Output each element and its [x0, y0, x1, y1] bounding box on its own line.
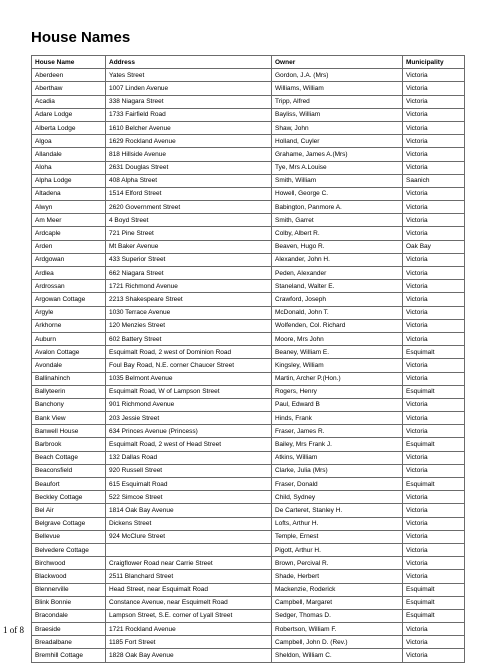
table-row	[32, 95, 465, 108]
cell-house-name: Arkhorne	[32, 319, 106, 332]
cell-municipality: Victoria	[403, 398, 465, 411]
cell-municipality: Victoria	[403, 557, 465, 570]
table-row	[32, 148, 465, 161]
table-row	[32, 306, 465, 319]
cell-municipality: Esquimalt	[403, 583, 465, 596]
cell-house-name: Aloha	[32, 161, 106, 174]
table-row	[32, 517, 465, 530]
cell-address	[106, 543, 272, 556]
table-header-row	[32, 56, 465, 69]
cell-address: 662 Niagara Street	[106, 267, 272, 280]
cell-house-name: Auburn	[32, 332, 106, 345]
cell-owner: Tye, Mrs A.Louise	[272, 161, 403, 174]
table-row	[32, 135, 465, 148]
table-row	[32, 636, 465, 649]
cell-owner: Pigott, Arthur H.	[272, 543, 403, 556]
table-row	[32, 346, 465, 359]
cell-address: 522 Simcoe Street	[106, 491, 272, 504]
cell-house-name: Belgrave Cottage	[32, 517, 106, 530]
cell-address: 433 Superior Street	[106, 253, 272, 266]
cell-address: 1814 Oak Bay Avenue	[106, 504, 272, 517]
cell-municipality: Esquimalt	[403, 346, 465, 359]
table-row	[32, 623, 465, 636]
table-row	[32, 609, 465, 622]
cell-municipality: Victoria	[403, 464, 465, 477]
cell-house-name: Argowan Cottage	[32, 293, 106, 306]
cell-owner: Shade, Herbert	[272, 570, 403, 583]
cell-address: 634 Princes Avenue (Princess)	[106, 425, 272, 438]
cell-address: 1629 Rockland Avenue	[106, 135, 272, 148]
table-row	[32, 557, 465, 570]
cell-municipality: Oak Bay	[403, 240, 465, 253]
table-row	[32, 227, 465, 240]
cell-municipality: Esquimalt	[403, 596, 465, 609]
cell-owner: Babington, Panmore A.	[272, 201, 403, 214]
cell-municipality: Victoria	[403, 69, 465, 82]
cell-house-name: Bellevue	[32, 530, 106, 543]
cell-house-name: Ballinahinch	[32, 372, 106, 385]
cell-owner: De Carteret, Stanley H.	[272, 504, 403, 517]
cell-owner: Fraser, James R.	[272, 425, 403, 438]
cell-house-name: Blennerville	[32, 583, 106, 596]
cell-house-name: Banwell House	[32, 425, 106, 438]
cell-owner: Rogers, Henry	[272, 385, 403, 398]
cell-house-name: Alwyn	[32, 201, 106, 214]
cell-address: 1610 Belcher Avenue	[106, 121, 272, 134]
table-row	[32, 187, 465, 200]
cell-house-name: Beaufort	[32, 478, 106, 491]
cell-house-name: Adare Lodge	[32, 108, 106, 121]
cell-address: Esquimalt Road, 2 west of Head Street	[106, 438, 272, 451]
table-row	[32, 583, 465, 596]
cell-house-name: Bel Air	[32, 504, 106, 517]
table-row	[32, 240, 465, 253]
cell-owner: Brown, Percival R.	[272, 557, 403, 570]
table-row	[32, 372, 465, 385]
cell-address: 4 Boyd Street	[106, 214, 272, 227]
cell-address: Mt Baker Avenue	[106, 240, 272, 253]
cell-municipality: Victoria	[403, 306, 465, 319]
cell-address: 920 Russell Street	[106, 464, 272, 477]
cell-municipality: Esquimalt	[403, 609, 465, 622]
cell-address: 1828 Oak Bay Avenue	[106, 649, 272, 662]
cell-owner: Staneland, Walter E.	[272, 280, 403, 293]
cell-owner: Martin, Archer P.(Hon.)	[272, 372, 403, 385]
cell-address: 2631 Douglas Street	[106, 161, 272, 174]
cell-owner: Smith, William	[272, 174, 403, 187]
cell-municipality: Victoria	[403, 543, 465, 556]
table-row	[32, 82, 465, 95]
table-row	[32, 412, 465, 425]
table-row	[32, 121, 465, 134]
cell-municipality: Victoria	[403, 570, 465, 583]
cell-house-name: Breadalbane	[32, 636, 106, 649]
cell-owner: Atkins, William	[272, 451, 403, 464]
column-header-municipality: Municipality	[403, 56, 465, 69]
table-row	[32, 530, 465, 543]
cell-municipality: Victoria	[403, 121, 465, 134]
table-row	[32, 385, 465, 398]
cell-address: 132 Dallas Road	[106, 451, 272, 464]
cell-address: 2213 Shakespeare Street	[106, 293, 272, 306]
cell-house-name: Argyle	[32, 306, 106, 319]
cell-house-name: Acadia	[32, 95, 106, 108]
cell-address: 338 Niagara Street	[106, 95, 272, 108]
cell-owner: Beaven, Hugo R.	[272, 240, 403, 253]
table-row	[32, 253, 465, 266]
cell-owner: Clarke, Julia (Mrs)	[272, 464, 403, 477]
cell-owner: Sheldon, William C.	[272, 649, 403, 662]
table-row	[32, 293, 465, 306]
cell-municipality: Victoria	[403, 412, 465, 425]
cell-house-name: Bank View	[32, 412, 106, 425]
cell-owner: Grahame, James A.(Mrs)	[272, 148, 403, 161]
cell-address: Dickens Street	[106, 517, 272, 530]
table-row	[32, 478, 465, 491]
cell-municipality: Victoria	[403, 530, 465, 543]
table-row	[32, 201, 465, 214]
cell-owner: Colby, Albert R.	[272, 227, 403, 240]
cell-municipality: Esquimalt	[403, 385, 465, 398]
cell-municipality: Victoria	[403, 148, 465, 161]
table-row	[32, 504, 465, 517]
cell-owner: Sedger, Thomas D.	[272, 609, 403, 622]
cell-owner: Beaney, William E.	[272, 346, 403, 359]
cell-address: 721 Pine Street	[106, 227, 272, 240]
cell-owner: Holland, Cuyler	[272, 135, 403, 148]
cell-owner: Wolfenden, Col. Richard	[272, 319, 403, 332]
cell-municipality: Victoria	[403, 372, 465, 385]
cell-municipality: Saanich	[403, 174, 465, 187]
cell-owner: Mackenzie, Roderick	[272, 583, 403, 596]
cell-owner: Temple, Ernest	[272, 530, 403, 543]
cell-municipality: Victoria	[403, 108, 465, 121]
cell-house-name: Braeside	[32, 623, 106, 636]
table-row	[32, 69, 465, 82]
page-indicator: 1 of 8	[3, 625, 24, 635]
cell-municipality: Esquimalt	[403, 478, 465, 491]
cell-municipality: Victoria	[403, 425, 465, 438]
cell-municipality: Victoria	[403, 517, 465, 530]
cell-house-name: Aberdeen	[32, 69, 106, 82]
cell-owner: Peden, Alexander	[272, 267, 403, 280]
cell-house-name: Avondale	[32, 359, 106, 372]
cell-address: 602 Battery Street	[106, 332, 272, 345]
table-row	[32, 267, 465, 280]
cell-owner: Robertson, William F.	[272, 623, 403, 636]
table-row	[32, 425, 465, 438]
table-row	[32, 332, 465, 345]
table-row	[32, 108, 465, 121]
cell-address: 1721 Rockland Avenue	[106, 623, 272, 636]
cell-municipality: Victoria	[403, 504, 465, 517]
cell-address: 1733 Fairfield Road	[106, 108, 272, 121]
cell-house-name: Am Meer	[32, 214, 106, 227]
column-header-owner: Owner	[272, 56, 403, 69]
cell-municipality: Victoria	[403, 636, 465, 649]
house-names-table	[31, 55, 465, 663]
cell-owner: Child, Sydney	[272, 491, 403, 504]
cell-owner: Kingsley, William	[272, 359, 403, 372]
cell-address: 818 Hillside Avenue	[106, 148, 272, 161]
table-row	[32, 543, 465, 556]
cell-house-name: Beach Cottage	[32, 451, 106, 464]
cell-owner: Smith, Garret	[272, 214, 403, 227]
cell-municipality: Victoria	[403, 161, 465, 174]
cell-house-name: Birchwood	[32, 557, 106, 570]
cell-owner: Gordon, J.A. (Mrs)	[272, 69, 403, 82]
cell-owner: Crawford, Joseph	[272, 293, 403, 306]
cell-house-name: Ardlea	[32, 267, 106, 280]
cell-address: 1185 Fort Street	[106, 636, 272, 649]
cell-address: Yates Street	[106, 69, 272, 82]
cell-address: 901 Richmond Avenue	[106, 398, 272, 411]
cell-address: 1007 Linden Avenue	[106, 82, 272, 95]
cell-municipality: Victoria	[403, 95, 465, 108]
cell-house-name: Arden	[32, 240, 106, 253]
cell-municipality: Victoria	[403, 319, 465, 332]
table-row	[32, 214, 465, 227]
cell-municipality: Victoria	[403, 187, 465, 200]
cell-house-name: Blackwood	[32, 570, 106, 583]
cell-house-name: Beckley Cottage	[32, 491, 106, 504]
cell-owner: Fraser, Donald	[272, 478, 403, 491]
cell-municipality: Victoria	[403, 267, 465, 280]
cell-municipality: Victoria	[403, 253, 465, 266]
cell-address: 1035 Belmont Avenue	[106, 372, 272, 385]
cell-address: 2511 Blanchard Street	[106, 570, 272, 583]
cell-owner: Lofts, Arthur H.	[272, 517, 403, 530]
table-row	[32, 491, 465, 504]
table-row	[32, 398, 465, 411]
cell-municipality: Victoria	[403, 451, 465, 464]
cell-house-name: Bracondale	[32, 609, 106, 622]
cell-municipality: Victoria	[403, 491, 465, 504]
table-row	[32, 451, 465, 464]
cell-house-name: Ardgowan	[32, 253, 106, 266]
cell-owner: McDonald, John T.	[272, 306, 403, 319]
cell-owner: Williams, William	[272, 82, 403, 95]
table-row	[32, 438, 465, 451]
cell-address: 1030 Terrace Avenue	[106, 306, 272, 319]
cell-owner: Bayliss, William	[272, 108, 403, 121]
cell-owner: Tripp, Alfred	[272, 95, 403, 108]
table-row	[32, 596, 465, 609]
table-row	[32, 359, 465, 372]
cell-house-name: Ballyteerin	[32, 385, 106, 398]
cell-municipality: Victoria	[403, 649, 465, 662]
cell-address: 2620 Government Street	[106, 201, 272, 214]
cell-owner: Hinds, Frank	[272, 412, 403, 425]
cell-owner: Moore, Mrs John	[272, 332, 403, 345]
cell-house-name: Bremhill Cottage	[32, 649, 106, 662]
cell-municipality: Victoria	[403, 82, 465, 95]
table-row	[32, 319, 465, 332]
cell-house-name: Aberthaw	[32, 82, 106, 95]
cell-municipality: Victoria	[403, 135, 465, 148]
cell-house-name: Allandale	[32, 148, 106, 161]
cell-address: Craigflower Road near Carrie Street	[106, 557, 272, 570]
cell-address: 203 Jessie Street	[106, 412, 272, 425]
table-row	[32, 280, 465, 293]
cell-house-name: Banchony	[32, 398, 106, 411]
cell-owner: Campbell, John D. (Rev.)	[272, 636, 403, 649]
table-row	[32, 649, 465, 662]
cell-municipality: Victoria	[403, 332, 465, 345]
cell-house-name: Beaconsfield	[32, 464, 106, 477]
cell-house-name: Belvedere Cottage	[32, 543, 106, 556]
cell-municipality: Victoria	[403, 227, 465, 240]
cell-house-name: Avalon Cottage	[32, 346, 106, 359]
cell-house-name: Barbrook	[32, 438, 106, 451]
cell-address: 1514 Elford Street	[106, 187, 272, 200]
cell-address: 924 McClure Street	[106, 530, 272, 543]
page-title: House Names	[31, 29, 131, 46]
cell-address: Esquimalt Road, W of Lampson Street	[106, 385, 272, 398]
cell-owner: Shaw, John	[272, 121, 403, 134]
table-row	[32, 464, 465, 477]
cell-house-name: Alpha Lodge	[32, 174, 106, 187]
cell-house-name: Alberta Lodge	[32, 121, 106, 134]
cell-address: Lampson Street, S.E. corner of Lyall Street	[106, 609, 272, 622]
cell-house-name: Ardrossan	[32, 280, 106, 293]
table-row	[32, 570, 465, 583]
cell-address: Head Street, near Esquimalt Road	[106, 583, 272, 596]
cell-municipality: Victoria	[403, 214, 465, 227]
cell-house-name: Ardcaple	[32, 227, 106, 240]
cell-house-name: Blink Bonnie	[32, 596, 106, 609]
cell-house-name: Altadena	[32, 187, 106, 200]
cell-owner: Howell, George C.	[272, 187, 403, 200]
column-header-address: Address	[106, 56, 272, 69]
cell-municipality: Victoria	[403, 280, 465, 293]
cell-address: 408 Alpha Street	[106, 174, 272, 187]
cell-municipality: Victoria	[403, 359, 465, 372]
cell-address: Foul Bay Road, N.E. corner Chaucer Street	[106, 359, 272, 372]
cell-address: 120 Menzies Street	[106, 319, 272, 332]
table-row	[32, 174, 465, 187]
cell-owner: Paul, Edward B	[272, 398, 403, 411]
cell-municipality: Victoria	[403, 293, 465, 306]
cell-municipality: Victoria	[403, 623, 465, 636]
cell-address: 615 Esquimalt Road	[106, 478, 272, 491]
column-header-house-name: House Name	[32, 56, 106, 69]
cell-owner: Campbell, Margaret	[272, 596, 403, 609]
cell-address: Esquimalt Road, 2 west of Dominion Road	[106, 346, 272, 359]
cell-owner: Bailey, Mrs Frank J.	[272, 438, 403, 451]
table-row	[32, 161, 465, 174]
cell-municipality: Victoria	[403, 201, 465, 214]
cell-address: Constance Avenue, near Esquimelt Road	[106, 596, 272, 609]
cell-owner: Alexander, John H.	[272, 253, 403, 266]
cell-municipality: Esquimalt	[403, 438, 465, 451]
cell-address: 1721 Richmond Avenue	[106, 280, 272, 293]
cell-house-name: Algoa	[32, 135, 106, 148]
